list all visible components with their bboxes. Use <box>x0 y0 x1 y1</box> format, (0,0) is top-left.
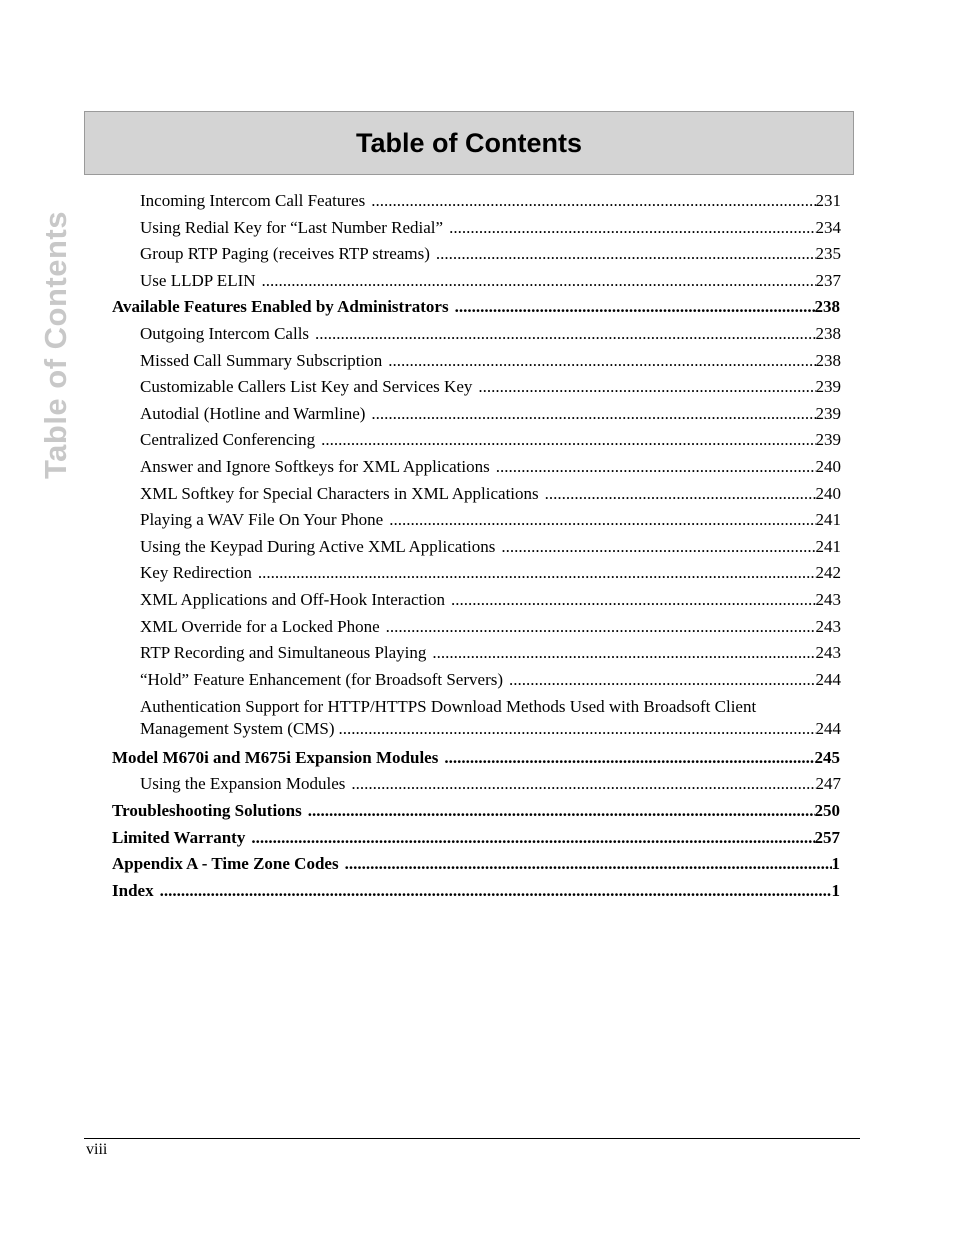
dot-leader <box>432 640 815 667</box>
toc-entry-title: RTP Recording and Simultaneous Playing <box>140 643 427 663</box>
toc-chapter-page: 257 <box>814 827 840 847</box>
dot-leader <box>251 825 814 852</box>
toc-entry-link[interactable] <box>140 481 841 508</box>
dot-leader <box>388 348 815 375</box>
side-tab-label: Table of Contents <box>38 211 74 479</box>
toc-entry-page: 239 <box>815 403 841 423</box>
toc-entry-page: 243 <box>815 616 841 636</box>
toc-entry-page: 235 <box>815 244 841 264</box>
dot-leader <box>436 241 816 268</box>
toc-entry-page: 241 <box>815 510 841 530</box>
toc-entry-page: 239 <box>815 430 841 450</box>
dot-leader <box>444 745 814 772</box>
dot-leader <box>478 374 815 401</box>
toc-entry-title: Use LLDP ELIN <box>140 270 256 290</box>
toc-entry-page: 244 <box>815 669 841 689</box>
toc-chapter-page: 250 <box>814 801 840 821</box>
toc-entry-link[interactable] <box>140 215 841 242</box>
page-header <box>84 111 854 175</box>
toc-entry-title: Autodial (Hotline and Warmline) <box>140 403 366 423</box>
toc-chapter-link[interactable] <box>112 798 840 825</box>
toc-entry-link[interactable] <box>140 696 841 745</box>
toc-entry-page: 240 <box>815 483 841 503</box>
toc-entry-page: 240 <box>815 456 841 476</box>
toc-entry-title: Using the Expansion Modules <box>140 774 346 794</box>
dot-leader <box>160 878 832 905</box>
toc-entry-link[interactable] <box>140 560 841 587</box>
toc-chapter-title: Model M670i and M675i Expansion Modules <box>112 747 439 767</box>
toc-entry-page: 234 <box>815 217 841 237</box>
toc-entry-page: 237 <box>815 270 841 290</box>
toc-entry-title: Key Redirection <box>140 563 252 583</box>
toc-chapter-link[interactable] <box>112 878 840 905</box>
dot-leader <box>389 507 815 534</box>
toc-entry-link[interactable] <box>140 771 841 798</box>
toc-chapter-title: Limited Warranty <box>112 827 246 847</box>
toc-chapter-page: 245 <box>814 747 840 767</box>
dot-leader <box>371 401 815 428</box>
toc-entry-title: Using Redial Key for “Last Number Redial” <box>140 217 444 237</box>
toc-entry-link[interactable] <box>140 534 841 561</box>
toc-entry-link[interactable] <box>140 374 841 401</box>
toc-entry-title: Outgoing Intercom Calls <box>140 323 310 343</box>
toc-entry-link[interactable] <box>140 614 841 641</box>
dot-leader <box>339 718 816 740</box>
toc-entry-link[interactable] <box>140 268 841 295</box>
toc-entry-page: 241 <box>815 536 841 556</box>
dot-leader <box>315 321 815 348</box>
dot-leader <box>386 614 816 641</box>
footer-page-number: viii <box>86 1141 108 1158</box>
footer-divider <box>84 1138 860 1139</box>
toc-chapter-link[interactable] <box>112 745 840 772</box>
toc-chapter-link[interactable] <box>112 851 840 878</box>
toc-entry-page: 243 <box>815 643 841 663</box>
toc-entry-title: “Hold” Feature Enhancement (for Broadsoft Servers) <box>140 669 504 689</box>
toc-entry-title: Centralized Conferencing <box>140 430 316 450</box>
toc-entry-title: Answer and Ignore Softkeys for XML Applications <box>140 456 490 476</box>
toc-entry-link[interactable] <box>140 241 841 268</box>
toc-chapter-page: 238 <box>814 297 840 317</box>
dot-leader <box>321 427 815 454</box>
toc-entry-title-continued: Management System (CMS) <box>140 719 335 739</box>
toc-entry-title: XML Softkey for Special Characters in XML Applications <box>140 483 539 503</box>
dot-leader <box>509 667 815 694</box>
toc-entry-link[interactable] <box>140 507 841 534</box>
toc-entry-link[interactable] <box>140 321 841 348</box>
toc-entry-page: 242 <box>815 563 841 583</box>
dot-leader <box>345 851 832 878</box>
toc-entry-link[interactable] <box>140 587 841 614</box>
toc-entry-link[interactable] <box>140 348 841 375</box>
toc-entry-link[interactable] <box>140 188 841 215</box>
toc-chapter-title: Troubleshooting Solutions <box>112 801 302 821</box>
dot-leader <box>449 215 815 242</box>
toc-entry-link[interactable] <box>140 640 841 667</box>
dot-leader <box>262 268 816 295</box>
dot-leader <box>455 294 815 321</box>
toc-entry-page: 243 <box>815 589 841 609</box>
toc-chapter-link[interactable] <box>112 825 840 852</box>
toc-entry-title: Authentication Support for HTTP/HTTPS Download Methods Used with Broadsoft Client <box>140 697 757 717</box>
toc-entry-title: Group RTP Paging (receives RTP streams) <box>140 244 430 264</box>
toc-entry-title: Incoming Intercom Call Features <box>140 191 366 210</box>
toc-chapter-title: Appendix A - Time Zone Codes <box>112 854 339 874</box>
toc-entry-title: Playing a WAV File On Your Phone <box>140 510 384 530</box>
dot-leader <box>258 560 816 587</box>
toc-entry-page: 231 <box>815 191 841 210</box>
toc-entry-page: 238 <box>815 350 841 370</box>
dot-leader <box>496 454 816 481</box>
toc-chapter-title: Index <box>112 880 154 900</box>
toc-entry-title: Missed Call Summary Subscription <box>140 350 383 370</box>
page-title: Table of Contents <box>356 127 582 158</box>
toc-chapter-page: 1 <box>831 880 840 900</box>
toc-entry-link[interactable] <box>140 667 841 694</box>
toc-entry-title: XML Applications and Off-Hook Interaction <box>140 589 445 609</box>
toc-entry-page: 238 <box>815 323 841 343</box>
toc-entry-link[interactable] <box>140 454 841 481</box>
toc-entry-title: Customizable Callers List Key and Services Key <box>140 377 473 397</box>
toc-entry-link[interactable] <box>140 427 841 454</box>
toc-chapter-link[interactable] <box>112 294 840 321</box>
dot-leader <box>501 534 815 561</box>
toc-entry-page: 239 <box>815 377 841 397</box>
toc-entry-title: XML Override for a Locked Phone <box>140 616 380 636</box>
toc-entry-page: 244 <box>815 719 841 739</box>
toc-chapter-title: Available Features Enabled by Administrators <box>112 297 449 317</box>
toc-entry-page: 247 <box>815 774 841 794</box>
table-of-contents <box>0 188 954 904</box>
dot-leader <box>308 798 815 825</box>
dot-leader <box>451 587 816 614</box>
dot-leader <box>351 771 815 798</box>
dot-leader <box>545 481 816 508</box>
dot-leader <box>371 188 815 215</box>
toc-entry-title: Using the Keypad During Active XML Applications <box>140 536 496 556</box>
toc-entry-link[interactable] <box>140 401 841 428</box>
toc-chapter-page: 1 <box>831 854 840 874</box>
